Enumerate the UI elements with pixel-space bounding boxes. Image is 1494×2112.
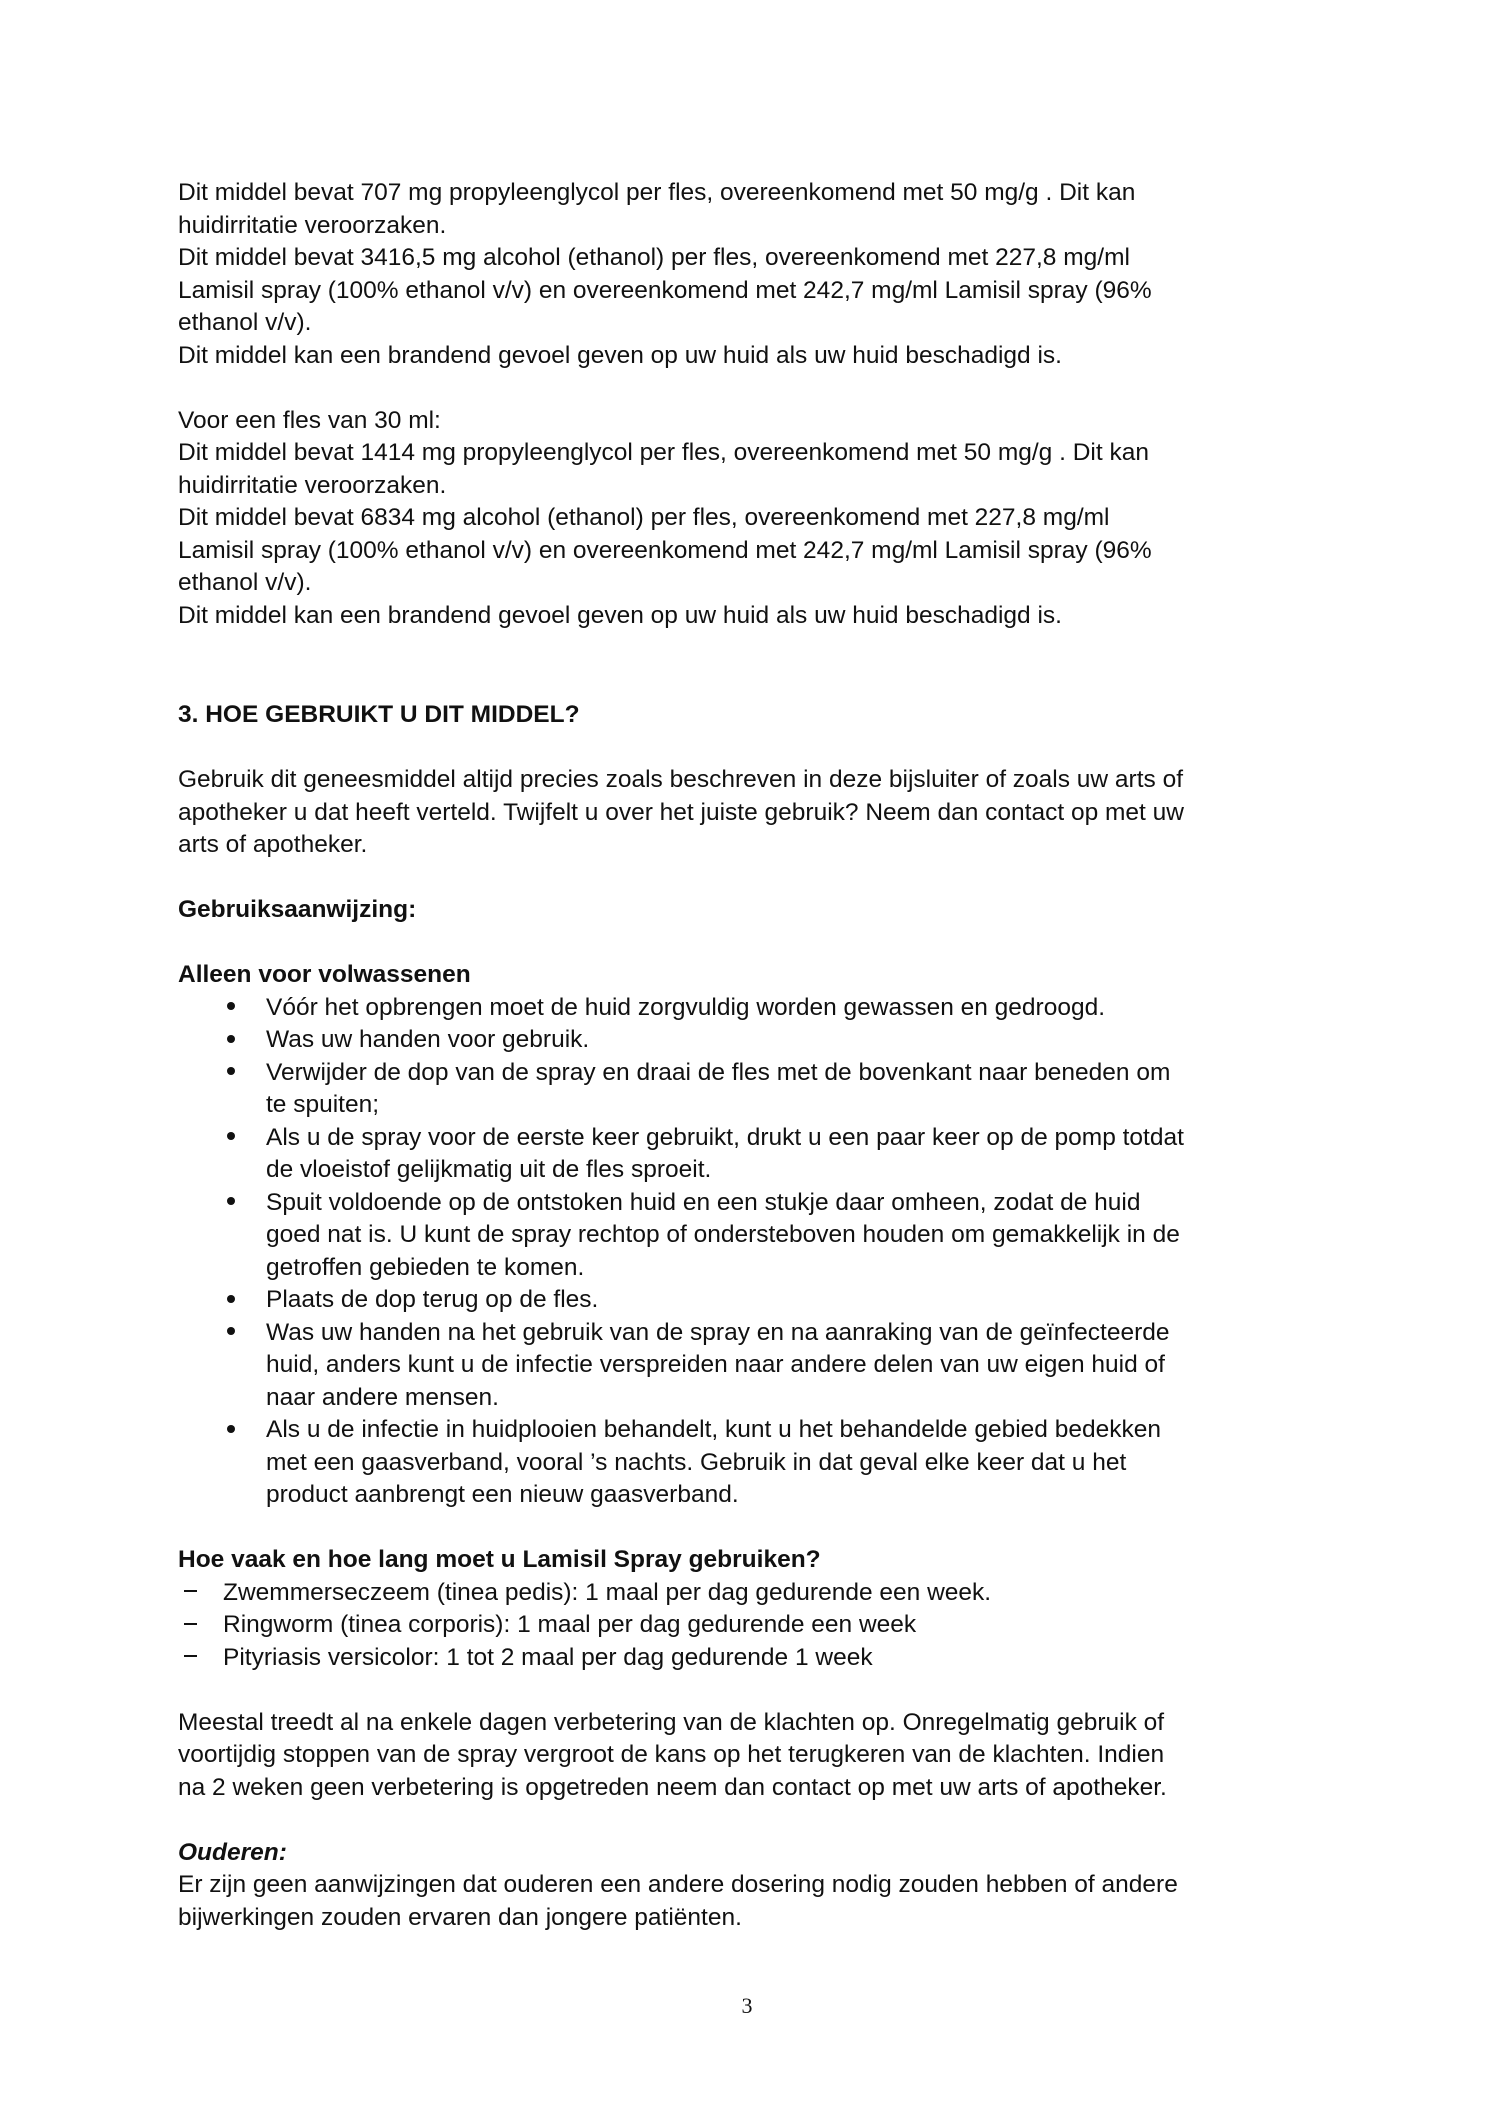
- text-line: goed nat is. U kunt de spray rechtop of ondersteboven houden om gemakkelijk in de: [266, 1221, 1180, 1248]
- text-line: Ringworm (tinea corporis): 1 maal per dag gedurende een week: [223, 1611, 917, 1638]
- adults-heading: Alleen voor volwassenen: [178, 961, 471, 988]
- text-line: naar andere mensen.: [266, 1383, 499, 1411]
- dash-icon: [184, 1642, 198, 1675]
- text-line: Vóór het opbrengen moet de huid zorgvuldig worden gewassen en gedroogd.: [266, 993, 1106, 1021]
- text-line: arts of apotheker.: [178, 831, 368, 858]
- list-item: [178, 1122, 1338, 1187]
- list-item: [178, 1057, 1338, 1122]
- text-line: voortijdig stoppen van de spray vergroot de kans op het terugkeren van de klachten. Indien: [178, 1741, 1165, 1768]
- bullet-icon: [227, 1024, 235, 1057]
- text-line: Dit middel bevat 6834 mg alcohol (ethanol) per fles, overeenkomend met 227,8 mg/ml: [178, 504, 1110, 531]
- text-line: Dit middel kan een brandend gevoel geven op uw huid als uw huid beschadigd is.: [178, 341, 1062, 369]
- list-item: [178, 1024, 1338, 1057]
- text-line: Dit middel bevat 1414 mg propyleenglycol per fles, overeenkomend met 50 mg/g . Dit kan: [178, 439, 1149, 466]
- dash-icon: [184, 1609, 198, 1642]
- text-line: Dit middel bevat 707 mg propyleenglycol per fles, overeenkomend met 50 mg/g . Dit kan: [178, 179, 1136, 206]
- bullet-icon: [227, 1414, 235, 1447]
- text-line: Lamisil spray (100% ethanol v/v) en overeenkomend met 242,7 mg/ml Lamisil spray (96%: [178, 536, 1152, 564]
- elderly-heading: Ouderen:: [178, 1838, 287, 1866]
- document-page: [178, 177, 1338, 1934]
- list-item: [178, 1609, 1338, 1642]
- list-item: [178, 1642, 1338, 1675]
- text-line: Plaats de dop terug op de fles.: [266, 1286, 599, 1313]
- text-line: Dit middel kan een brandend gevoel geven op uw huid als uw huid beschadigd is.: [178, 601, 1062, 629]
- text-line: de vloeistof gelijkmatig uit de fles sproeit.: [266, 1156, 712, 1183]
- text-line: met een gaasverband, vooral ’s nachts. Gebruik in dat geval elke keer dat u het: [266, 1448, 1127, 1476]
- bullet-icon: [227, 1057, 235, 1090]
- text-line: apotheker u dat heeft verteld. Twijfelt u over het juiste gebruik? Neem dan contact op met uw: [178, 798, 1184, 826]
- improvement-paragraph: [178, 1707, 1338, 1805]
- list-item: [178, 1284, 1338, 1317]
- list-item: [178, 1317, 1338, 1415]
- list-item: [178, 1187, 1338, 1285]
- text-line: na 2 weken geen verbetering is opgetreden neem dan contact op met uw arts of apotheker.: [178, 1773, 1167, 1801]
- section-heading: 3. HOE GEBRUIKT U DIT MIDDEL?: [178, 701, 580, 728]
- bullet-icon: [227, 1284, 235, 1317]
- text-line: Voor een fles van 30 ml:: [178, 406, 441, 434]
- text-line: Als u de infectie in huidplooien behandelt, kunt u het behandelde gebied bedekken: [266, 1416, 1161, 1443]
- list-item: [178, 992, 1338, 1025]
- text-line: Pityriasis versicolor: 1 tot 2 maal per dag gedurende 1 week: [223, 1643, 873, 1671]
- text-line: ethanol v/v).: [178, 569, 312, 596]
- list-item: [178, 1414, 1338, 1512]
- instructions-list: [178, 992, 1338, 1512]
- text-line: Meestal treedt al na enkele dagen verbetering van de klachten op. Onregelmatig gebruik of: [178, 1708, 1165, 1736]
- text-line: getroffen gebieden te komen.: [266, 1253, 585, 1281]
- text-line: product aanbrengt een nieuw gaasverband.: [266, 1481, 739, 1508]
- text-line: Lamisil spray (100% ethanol v/v) en overeenkomend met 242,7 mg/ml Lamisil spray (96%: [178, 276, 1152, 304]
- frequency-list: [178, 1577, 1338, 1675]
- page-number: 3: [741, 1993, 753, 2018]
- bullet-icon: [227, 992, 235, 1025]
- text-line: huid, anders kunt u de infectie verspreiden naar andere delen van uw eigen huid of: [266, 1351, 1165, 1378]
- dash-icon: [184, 1577, 198, 1610]
- elderly-paragraph: [178, 1869, 1338, 1934]
- text-line: Dit middel bevat 3416,5 mg alcohol (ethanol) per fles, overeenkomend met 227,8 mg/ml: [178, 244, 1130, 271]
- text-line: te spuiten;: [266, 1091, 380, 1118]
- text-line: Zwemmerseczeem (tinea pedis): 1 maal per dag gedurende een week.: [223, 1578, 992, 1606]
- text-line: Spuit voldoende op de ontstoken huid en een stukje daar omheen, zodat de huid: [266, 1188, 1141, 1216]
- intro-block-b: [178, 405, 1338, 633]
- bullet-icon: [227, 1187, 235, 1220]
- text-line: huidirritatie veroorzaken.: [178, 471, 447, 499]
- text-line: huidirritatie veroorzaken.: [178, 211, 447, 239]
- text-line: ethanol v/v).: [178, 309, 312, 336]
- text-line: Was uw handen na het gebruik van de spray en na aanraking van de geïnfecteerde: [266, 1318, 1170, 1346]
- bullet-icon: [227, 1122, 235, 1155]
- text-line: Er zijn geen aanwijzingen dat ouderen een andere dosering nodig zouden hebben of andere: [178, 1871, 1178, 1898]
- instructions-heading: Gebruiksaanwijzing:: [178, 896, 417, 923]
- bullet-icon: [227, 1317, 235, 1350]
- text-line: Was uw handen voor gebruik.: [266, 1026, 590, 1053]
- list-item: [178, 1577, 1338, 1610]
- text-line: bijwerkingen zouden ervaren dan jongere patiënten.: [178, 1903, 742, 1931]
- frequency-heading: Hoe vaak en hoe lang moet u Lamisil Spray gebruiken?: [178, 1546, 821, 1573]
- intro-block-a: [178, 177, 1338, 372]
- text-line: Verwijder de dop van de spray en draai de fles met de bovenkant naar beneden om: [266, 1058, 1171, 1086]
- section-intro: [178, 764, 1338, 862]
- text-line: Gebruik dit geneesmiddel altijd precies zoals beschreven in deze bijsluiter of zoals uw arts of: [178, 766, 1184, 793]
- text-line: Als u de spray voor de eerste keer gebruikt, drukt u een paar keer op de pomp totdat: [266, 1123, 1184, 1151]
